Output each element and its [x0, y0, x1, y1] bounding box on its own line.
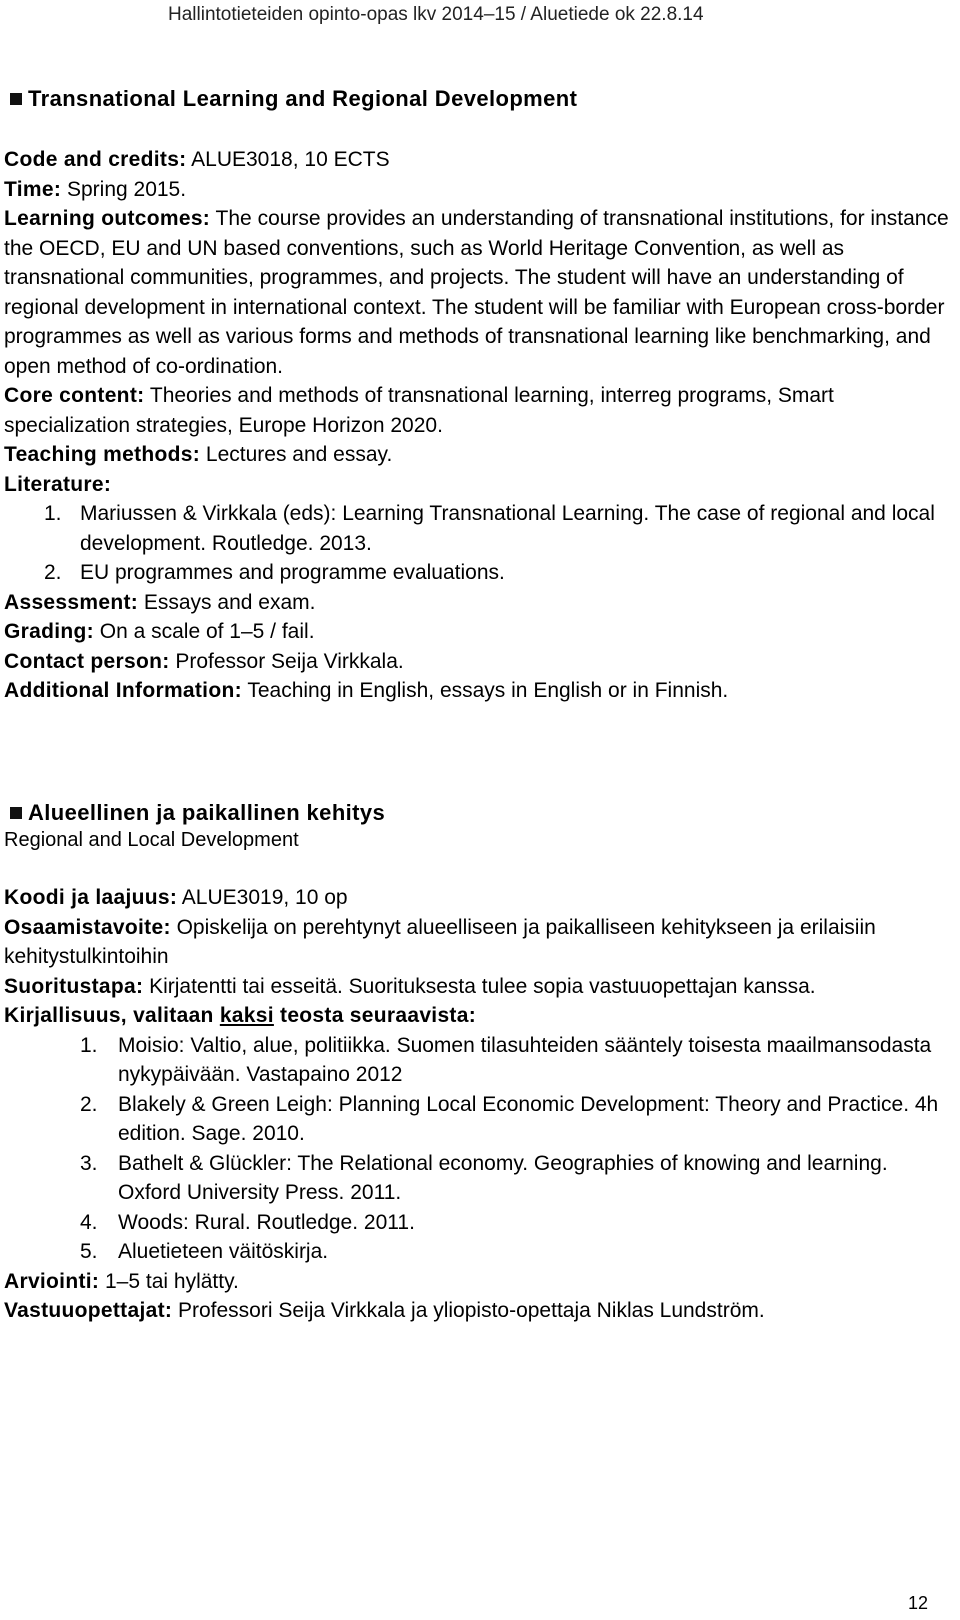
field-label: Arviointi: — [4, 1269, 100, 1293]
page-number: 12 — [907, 1593, 928, 1613]
assessment — [4, 588, 949, 618]
list-text: Aluetieteen väitöskirja. — [118, 1240, 329, 1263]
field-label: Code and credits: — [4, 148, 187, 171]
list-item — [4, 1237, 949, 1267]
square-bullet-icon — [10, 93, 22, 105]
list-text: EU programmes and programme evaluations. — [80, 561, 505, 584]
list-number: 2. — [44, 561, 62, 584]
field-value: On a scale of 1–5 / fail. — [93, 620, 315, 643]
field-value: ALUE3018, 10 ECTS — [186, 148, 390, 171]
field-label-part: Kirjallisuus, valitaan — [4, 1004, 220, 1027]
field-label: Teaching methods: — [4, 443, 201, 466]
field-label: Literature: — [4, 472, 112, 496]
field-label: Suoritustapa: — [4, 974, 144, 998]
list-text: Moisio: Valtio, alue, politiikka. Suomen tilasuhteiden sääntely toisesta maailmansodasta nykypäivään. Vastapaino 2012 — [118, 1033, 932, 1086]
field-value: Teaching in English, essays in English or in Finnish. — [241, 679, 729, 702]
course-regional-local-development — [4, 800, 949, 1326]
course-transnational-learning — [4, 86, 949, 706]
field-value: Professori Seija Virkkala ja yliopisto-opettaja Niklas Lundström. — [172, 1299, 765, 1322]
list-item — [4, 499, 949, 558]
literature-list — [4, 1031, 949, 1267]
completion-method — [4, 972, 949, 1002]
literature-label-row — [4, 1001, 949, 1031]
list-number: 2. — [80, 1092, 98, 1116]
field-label: Osaamistavoite: — [4, 915, 171, 939]
list-item — [4, 1149, 949, 1208]
field-value: Theories and methods of transnational learning, interreg programs, Smart specialization strategies, Europe Horizon 2020. — [4, 384, 834, 437]
field-value: Kirjatentti tai esseitä. Suorituksesta tulee sopia vastuuopettajan kanssa. — [143, 974, 816, 998]
field-label-part: teosta seuraavista: — [273, 1004, 476, 1027]
field-label: Koodi ja laajuus: — [4, 886, 178, 909]
list-text: Woods: Rural. Routledge. 2011. — [118, 1210, 415, 1234]
list-number: 3. — [80, 1151, 98, 1175]
running-header: Hallintotieteiden opinto-opas lkv 2014–15 / Aluetiede ok 22.8.14 — [168, 4, 704, 25]
field-value: Lectures and essay. — [200, 443, 393, 466]
learning-outcomes — [4, 204, 949, 381]
list-item — [4, 1031, 949, 1090]
code-and-credits — [4, 883, 949, 913]
field-value: The course provides an understanding of transnational institutions, for instance the OECD, EU and UN based conventions, such as World Heritage Convention, as well as transnational communities, programmes, and projects. The student will have an understanding of regional development in international context. The student will be familiar with European cross-border programmes as well as various forms and methods of transnational learning like benchmarking, and open method of co-ordination. — [4, 207, 949, 378]
field-value: Professor Seija Virkkala. — [169, 649, 404, 673]
field-label: Core content: — [4, 384, 145, 407]
field-value: ALUE3019, 10 op — [177, 886, 348, 909]
course-title: Transnational Learning and Regional Development — [28, 86, 578, 111]
grading — [4, 1267, 949, 1297]
field-label: Grading: — [4, 620, 94, 643]
core-content — [4, 381, 949, 440]
responsible-teachers — [4, 1296, 949, 1326]
field-label: Assessment: — [4, 590, 139, 614]
literature-list — [4, 499, 949, 588]
time — [4, 175, 949, 205]
list-number: 5. — [80, 1240, 98, 1263]
grading — [4, 617, 949, 647]
field-label-underlined: kaksi — [219, 1004, 274, 1027]
field-label: Vastuuopettajat: — [4, 1299, 173, 1322]
list-item — [4, 558, 949, 588]
square-bullet-icon — [10, 807, 22, 819]
field-label: Contact person: — [4, 649, 170, 673]
course-title: Alueellinen ja paikallinen kehitys — [28, 800, 386, 825]
teaching-methods — [4, 440, 949, 470]
literature-label-row — [4, 470, 949, 500]
list-number: 1. — [44, 502, 62, 525]
course-heading — [4, 800, 949, 826]
field-label: Learning outcomes: — [4, 207, 211, 230]
list-text: Mariussen & Virkkala (eds): Learning Transnational Learning. The case of regional and local development. Routledge. 2013. — [80, 502, 935, 555]
field-label: Time: — [4, 177, 62, 201]
list-text: Bathelt & Glückler: The Relational economy. Geographies of knowing and learning. Oxford University Press. 2011. — [118, 1151, 888, 1204]
list-text: Blakely & Green Leigh: Planning Local Economic Development: Theory and Practice. 4h edition. Sage. 2010. — [118, 1092, 939, 1145]
learning-outcomes — [4, 913, 949, 972]
field-value: Spring 2015. — [61, 177, 187, 201]
list-number: 1. — [80, 1033, 98, 1057]
contact-person — [4, 647, 949, 677]
course-subtitle: Regional and Local Development — [4, 829, 299, 851]
list-number: 4. — [80, 1210, 98, 1234]
code-and-credits — [4, 145, 949, 175]
field-value: Opiskelija on perehtynyt alueelliseen ja paikalliseen kehitykseen ja erilaisiin kehitystulkintoihin — [4, 915, 876, 968]
course-heading — [4, 86, 949, 112]
field-value: 1–5 tai hylätty. — [99, 1269, 239, 1293]
field-label: Additional Information: — [4, 679, 242, 702]
list-item — [4, 1208, 949, 1238]
field-value: Essays and exam. — [138, 590, 316, 614]
additional-information — [4, 676, 949, 706]
list-item — [4, 1090, 949, 1149]
